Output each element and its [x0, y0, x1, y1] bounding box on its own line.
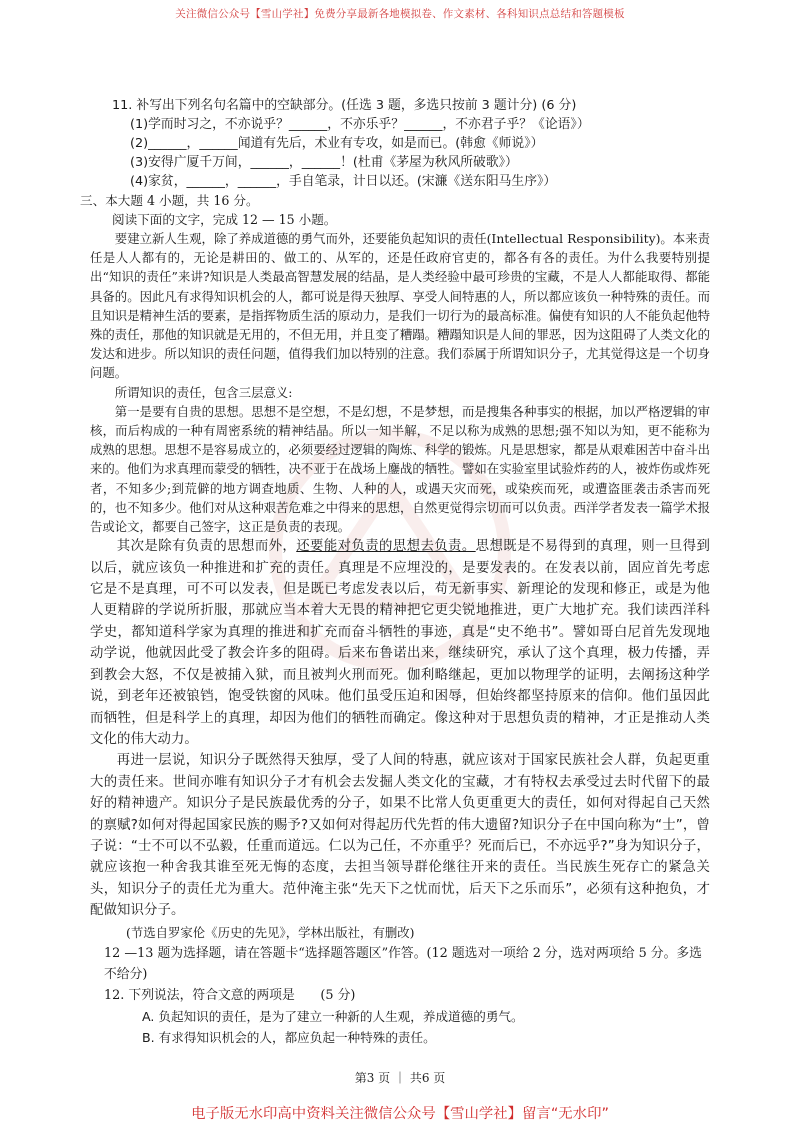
- q11-item-1: (1)学而时习之，不亦说乎？______，不亦乐乎？______，不亦君子乎？《论语》）: [130, 117, 590, 132]
- passage-paragraph-2: 所谓知识的责任，包含三层意义:: [114, 384, 293, 400]
- page-number: 第3 页 ｜ 共6 页: [354, 1071, 446, 1085]
- q12-stem: 12. 下列说法，符合文意的两项是 (5 分): [104, 987, 356, 1003]
- mcq-instructions: 12 —13 题为选择题，请在答题卡“选择题答题区”作答。(12 题选对一项给 2 分，选对两项给 5 分。多选不给分): [104, 945, 702, 982]
- p4-body: 思想既是不易得到的真理，则一旦得到以后，就应该负一种推进和扩充的责任。真理是不应埋没的，是要发表的。在发表以前，固应首先考虑它是不是真理，可不可以发表，但是既已考虑发表以后，苟无新事实、新理论的发现和修正，或是为他人更精辟的学说所折服，那就应当本着大无畏的精神把它更尖锐地推进，更广大地扩充。我们读西洋科学史，都知道科学家为真理的推进和扩充而奋斗牺牲的事迹，真是“史不绝书”。譬如哥白尼首先发现地动学说，他就因此受了教会许多的阻碍。后来布鲁诺出来，继续研究，承认了这个真理，极力传播，弄到教会大怒，不仅是被捕入狱，而且被判火刑而死。伽利略继起，更加以物理学的证明，去阐扬这种学说，到老年还被锒铛，饱受铁窗的风味。他们虽受压迫和困辱，但始终都坚持原来的信仰。他们虽因此而牺牲，但是科学上的真理，却因为他们的牺牲而确定。像这种对于思想负责的精神，才正是推动人类文化的伟大动力。: [90, 539, 710, 747]
- header-banner: 关注微信公众号【雪山学社】免费分享最新各地模拟卷、作文素材、各科知识点总结和答题模板: [175, 8, 625, 20]
- section-title: 三、本大题 4 小题，共 16 分。: [80, 193, 259, 208]
- p5-part-1: 再进一层说，知识分子既然得天独厚，受了人间的特惠，就应该对于国家民族社会人群，负起更重大的责任来。世间亦唯有知识分子才有机会去发掘人类文化的宝藏，才有特权去承受过去时代留下的最好的精神遗产。知识分子是民族最优秀的分子，如果不比常人负更重更大的责任，如何对得起自己天然的禀赋?: [90, 753, 710, 833]
- passage-paragraph-1: 要建立新人生观，除了养成道德的勇气而外，还要能负起知识的责任(Intellectual Responsibility)。本来责任是人人都有的，无论是耕田的、做工的、从军的，还是任政府官吏的，都各有各的责任。为什么我要特别提出“知识的责任”来讲?知识是人类最高智慧发展的结晶，是人类经验中最可珍贵的宝藏，不是人人都能取得、都能具备的。因此凡有求得知识机会的人，都可说是得天独厚、享受人间特惠的人，所以都应该负一种特殊的责任。而且知识是精神生活的要素，是指挥物质生活的原动力，是我们一切行为的最高标准。偏使有知识的人不能负起他特殊的责任，那他的知识就是无用的，不但无用，并且变了糟蹋。糟蹋知识是人间的罪恶，因为这阻碍了人类文化的发达和进步。所以知识的责任问题，值得我们加以特别的注意。我们忝属于所谓知识分子，尤其觉得这是一个切身问题。: [90, 231, 710, 381]
- q12-option-b: B. 有求得知识机会的人，都应负起一种特殊的责任。: [142, 1029, 436, 1045]
- passage-paragraph-5: [90, 750, 710, 921]
- q12-option-a: A. 负起知识的责任，是为了建立一种新的人生观，养成道德的勇气。: [142, 1008, 524, 1024]
- q11-item-4: (4)家贫，______，______，手自笔录，计日以还。(宋濂《送东阳马生序》）: [130, 174, 557, 189]
- exam-page: [80, 96, 710, 1048]
- p4-underlined-sentence: 还要能对负责的思想去负责。: [296, 539, 476, 555]
- bottom-ad: 电子版无水印高中资料关注微信公众号【雪山学社】留言“无水印”: [191, 1106, 609, 1122]
- p4-lead: 其次是除有负责的思想而外，: [116, 539, 297, 555]
- q11-stem: 11. 补写出下列名句名篇中的空缺部分。(任选 3 题，多选只按前 3 题计分) (6 分): [112, 98, 577, 113]
- q11-item-3: (3)安得广厦千万间，______，______！(杜甫《茅屋为秋风所破歌》）: [130, 155, 518, 170]
- q11-item-2: (2)______，______闻道有先后，术业有专攻，如是而已。(韩愈《师说》）: [130, 136, 544, 151]
- passage-paragraph-3: 第一是要有自贵的思想。思想不是空想，不是幻想，不是梦想，而是搜集各种事实的根据，加以严格逻辑的审核，而后构成的一种有周密系统的精神结晶。所以一知半解，不足以称为成熟的思想;强不知以为知，更不能称为成熟的思想。思想不是容易成立的，必须要经过逻辑的陶炼、科学的锻炼。凡是思想家，都是从艰难困苦中奋斗出来的。他们为求真理而蒙受的牺牲，决不亚于在战场上鏖战的牺牲。譬如在实验室里试验炸药的人，被炸伤或炸死者，不知多少;到荒僻的地方调查地质、生物、人种的人，或遇天灾而死，或染疾而死，或遭盗匪袭击杀害而死的，也不知多少。他们对从这种艰苦危难之中得来的思想，自然更觉得宗切而可以负责。西洋学者发表一篇学术报告或论文，都要自己签字，这正是负责的表现。: [90, 403, 710, 535]
- passage-source: (节选自罗家伦《历史的先见》，学林出版社，有删改): [126, 924, 415, 940]
- p5-part-2: 如何对得起国家民族的赐予?又如何对得起历代先哲的伟大遗留?知识分子在中国向称为“士”，曾子说：“士不可以不弘毅，任重而道远。仁以为己任，不亦重乎？死而后已，不亦远乎?”身为知识分子，就应该抱一种舍我其谁至死无悔的态度，去担当领导群伦继往开来的责任。: [90, 817, 710, 876]
- passage-paragraph-4: [90, 536, 710, 750]
- section-intro: 阅读下面的文字，完成 12 — 15 小题。: [112, 212, 337, 227]
- p5-part-3: 当民族生死存亡的紧急关头，知识分子的责任尤为重大。范仲淹主张“先天下之忧而忧，后天下之乐而乐”，必须有这种抱负，才配做知识分子。: [90, 860, 710, 919]
